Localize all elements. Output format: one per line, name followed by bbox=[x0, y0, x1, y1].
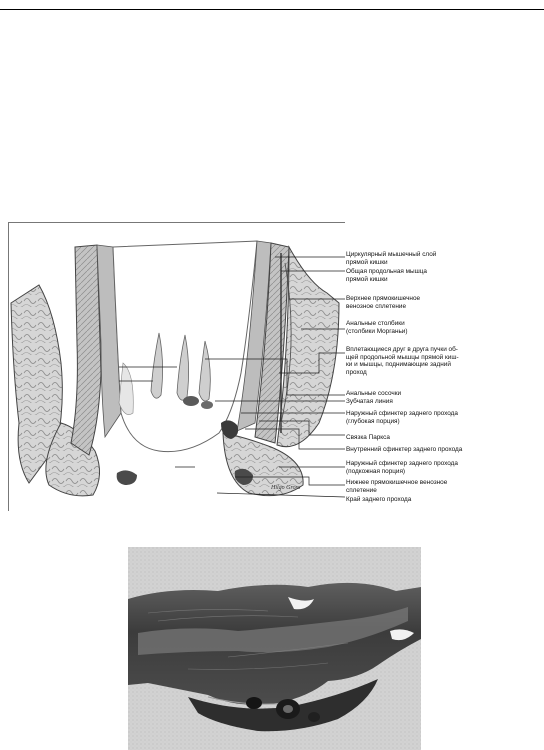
label-anal-papillae: Анальные сосочки bbox=[346, 390, 402, 397]
label-interwoven-fibers: Вплетающиеся друг в друга пучки об- щей продольной мышцы прямой киш- ки и мышцы, поднимающие задний проход bbox=[346, 346, 459, 376]
label-anal-margin: Край заднего прохода bbox=[346, 496, 412, 503]
artist-signature: Hilgo Gross bbox=[271, 485, 301, 491]
label-lower-venous-plexus: Нижнее прямокишечное венозное сплетение bbox=[346, 479, 448, 494]
label-circular-muscle: Циркулярный мышечный слой прямой кишки bbox=[346, 251, 437, 266]
label-upper-venous-plexus: Верхнее прямокишечное венозное сплетение bbox=[346, 295, 421, 310]
label-external-sphincter-subcutaneous: Наружный сфинктер заднего прохода (подкожная порция) bbox=[346, 460, 458, 475]
label-internal-sphincter: Внутренний сфинктер заднего прохода bbox=[346, 446, 463, 453]
label-longitudinal-muscle: Общая продольная мышца прямой кишки bbox=[346, 268, 427, 283]
label-external-sphincter-deep: Наружный сфинктер заднего прохода (глубокая порция) bbox=[346, 410, 458, 425]
anal-canal-illustration bbox=[8, 222, 345, 511]
page-top-rule bbox=[0, 9, 544, 10]
histology-micrograph bbox=[128, 547, 421, 750]
label-anal-columns: Анальные столбики (столбики Морганьи) bbox=[346, 320, 408, 335]
label-dentate-line: Зубчатая линия bbox=[346, 398, 393, 405]
label-parks-ligament: Связка Паркса bbox=[346, 434, 390, 441]
